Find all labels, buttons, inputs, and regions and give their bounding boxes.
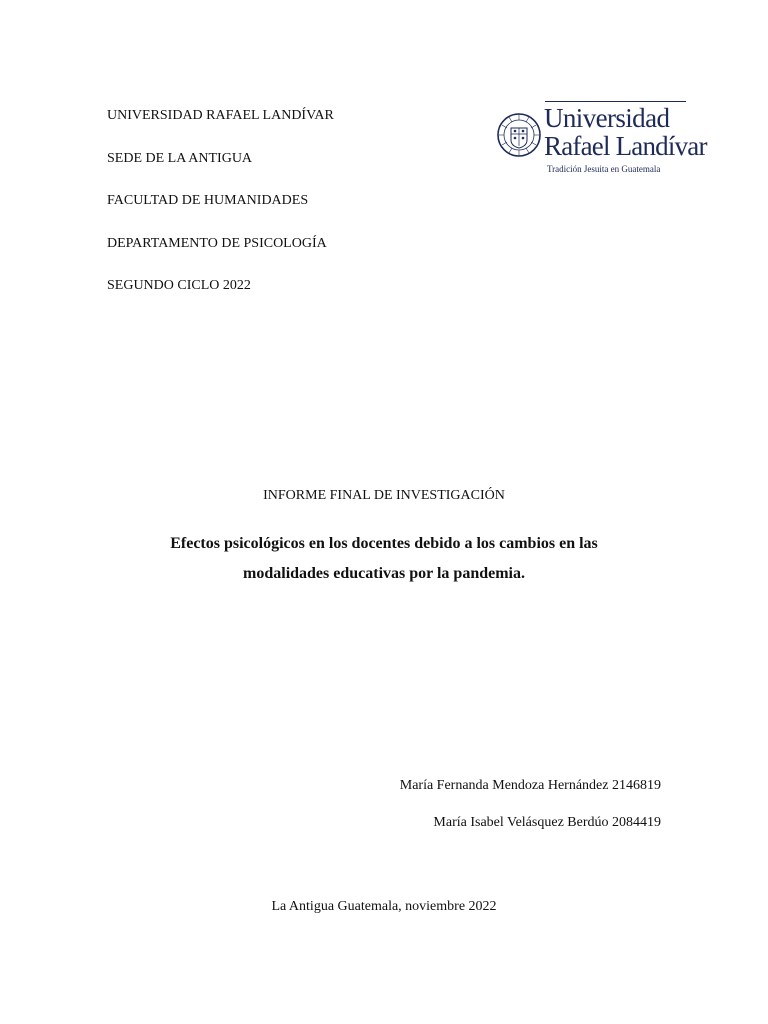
logo-tagline: Tradición Jesuita en Guatemala — [547, 164, 661, 174]
place-and-date: La Antigua Guatemala, noviembre 2022 — [271, 899, 497, 914]
university-name: UNIVERSIDAD RAFAEL LANDÍVAR — [107, 108, 334, 123]
campus-name: SEDE DE LA ANTIGUA — [107, 151, 253, 166]
university-seal-icon — [495, 100, 545, 166]
logo-name-line1: Universidad — [544, 103, 670, 133]
report-title — [0, 529, 768, 589]
author-1: María Fernanda Mendoza Hernández 2146819 — [399, 778, 661, 793]
logo-name-line2: Rafael Landívar — [544, 131, 707, 161]
report-type: INFORME FINAL DE INVESTIGACIÓN — [263, 488, 505, 503]
faculty-name: FACULTAD DE HUMANIDADES — [107, 193, 309, 208]
university-logo — [495, 100, 707, 180]
report-title-line2: modalidades educativas por la pandemia. — [243, 565, 525, 582]
report-title-line1: Efectos psicológicos en los docentes debido a los cambios en las — [170, 535, 598, 552]
department-name: DEPARTAMENTO DE PSICOLOGÍA — [107, 236, 327, 251]
academic-term: SEGUNDO CICLO 2022 — [107, 278, 251, 293]
author-2: María Isabel Velásquez Berdúo 2084419 — [433, 815, 661, 830]
